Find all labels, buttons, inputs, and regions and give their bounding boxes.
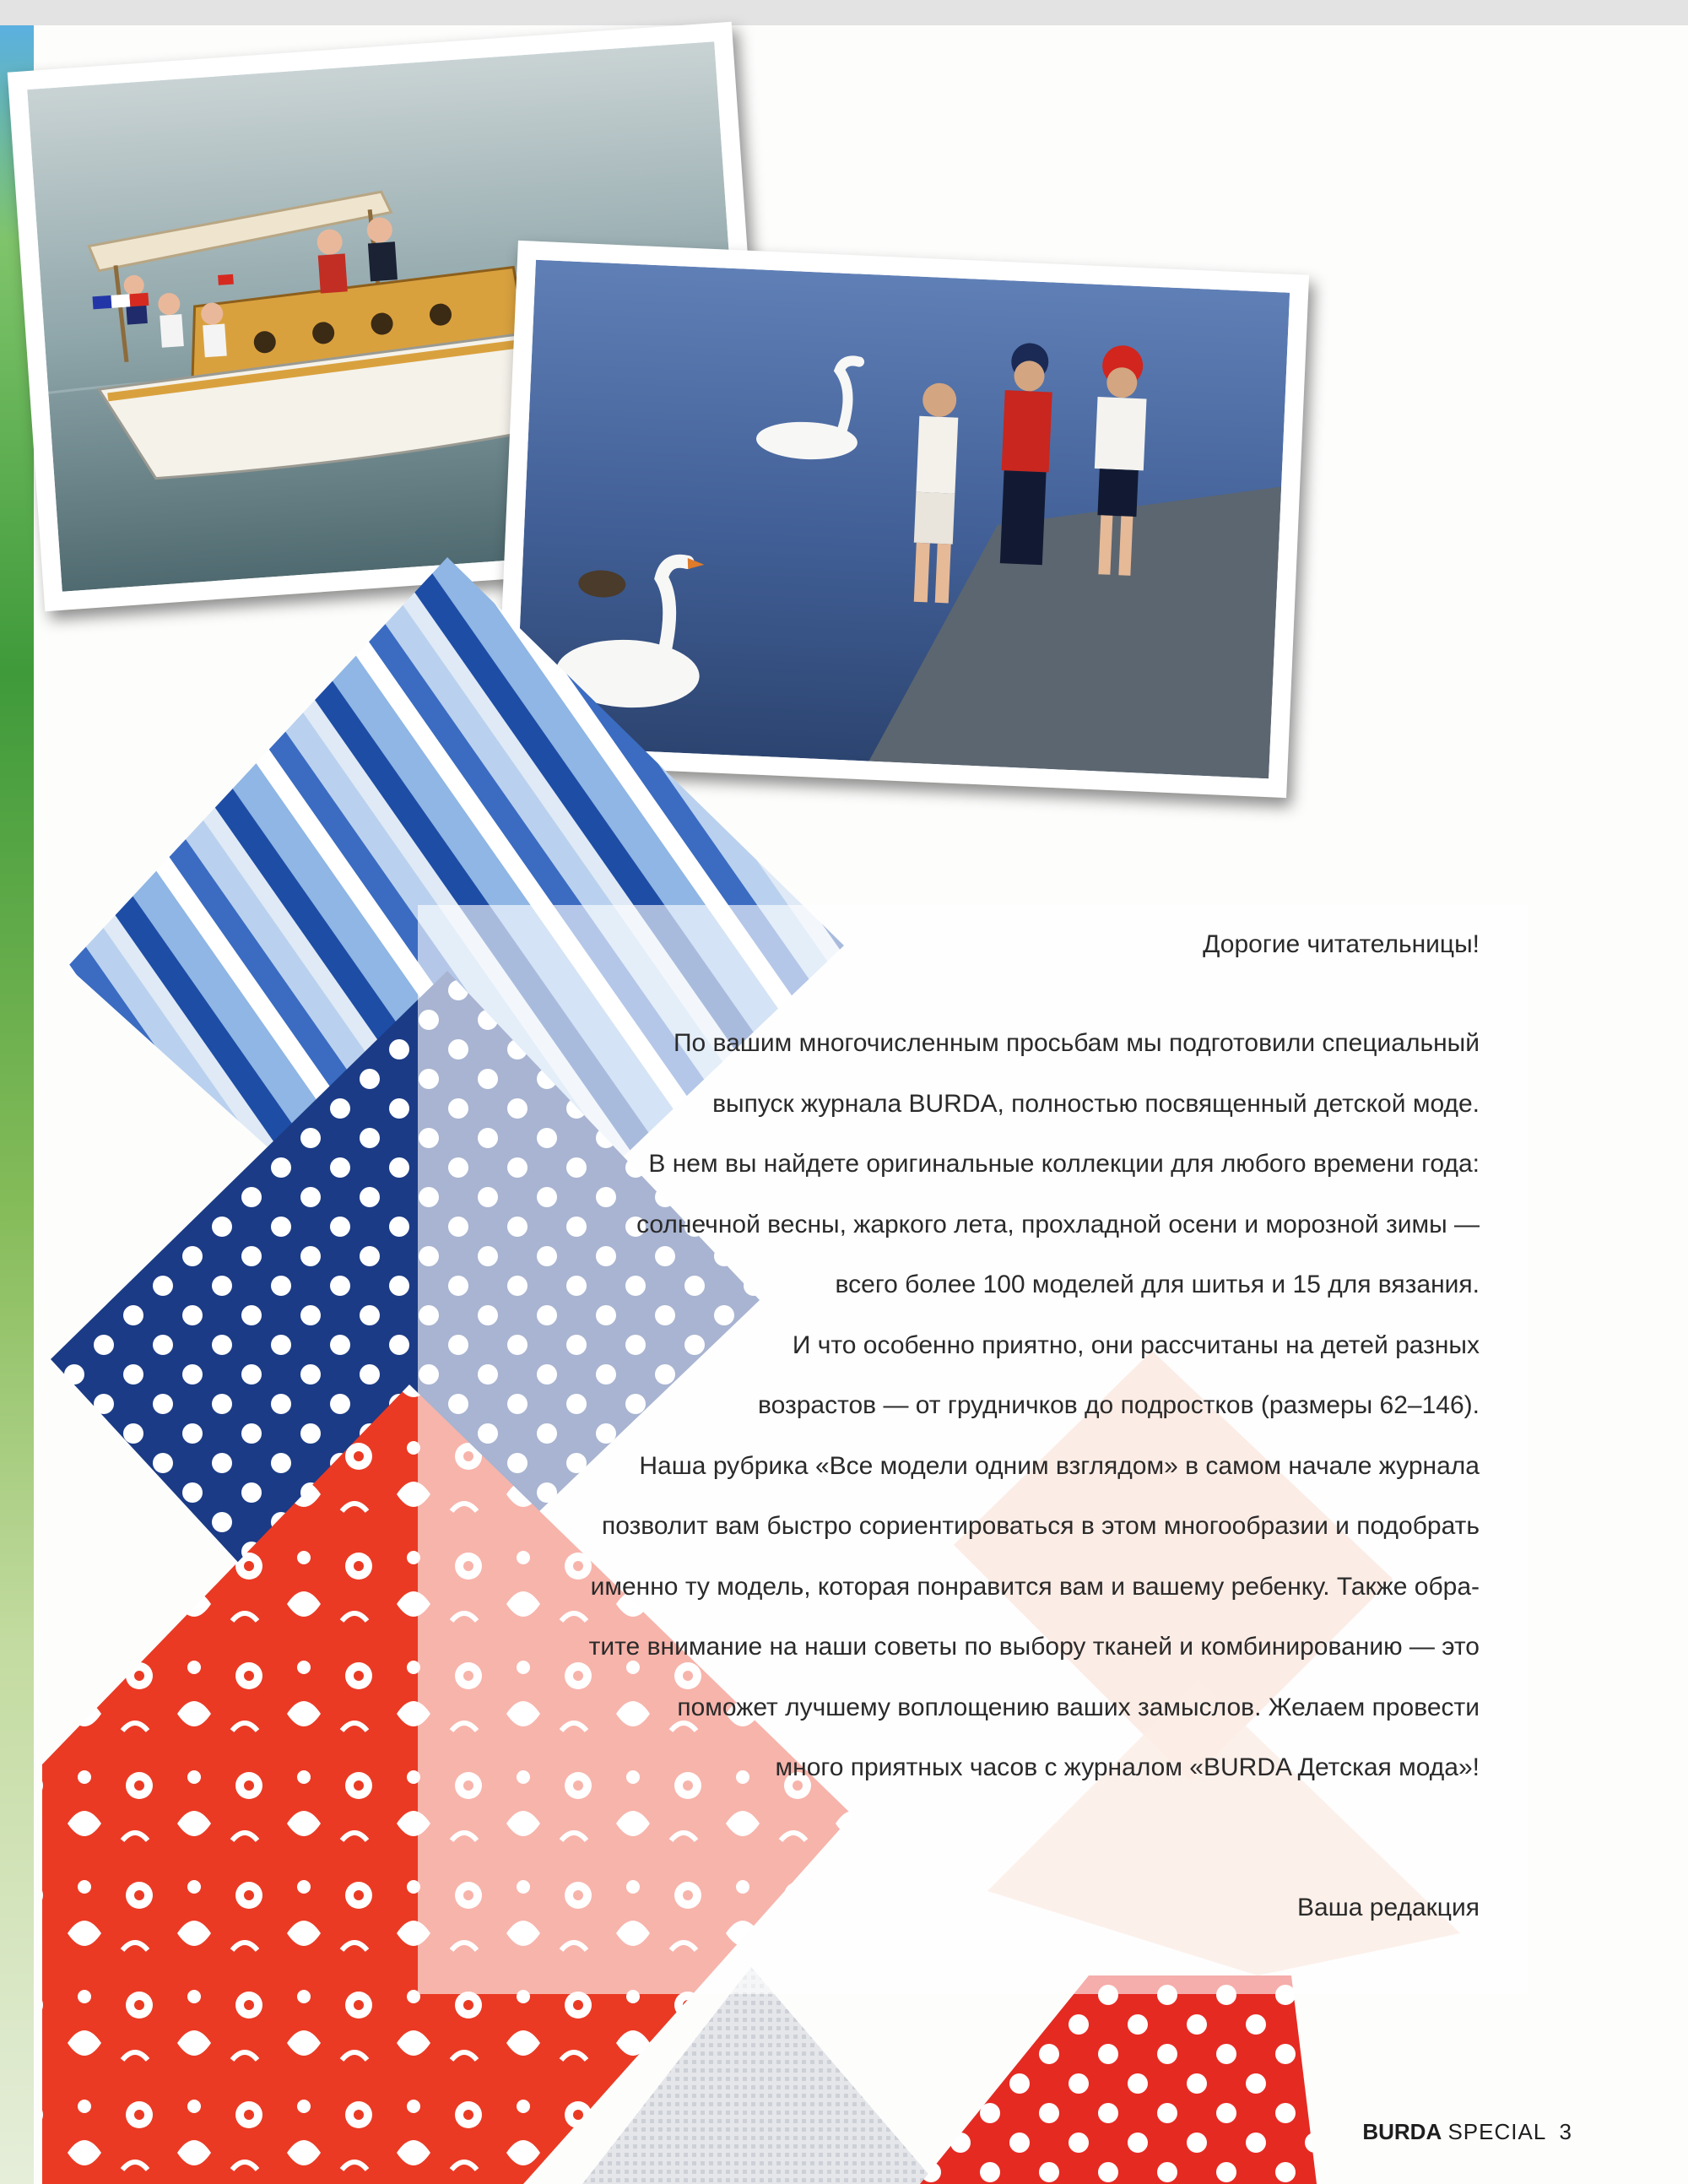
letter-line: По вашим многочисленным просьбам мы подготовили специальный xyxy=(673,1029,1480,1057)
letter-line: выпуск журнала BURDA, полностью посвященный детской моде. xyxy=(712,1089,1480,1118)
letter-line: много приятных часов с журналом «BURDA Детская мода»! xyxy=(775,1753,1480,1781)
letter-line: именно ту модель, которая понравится вам и вашему ребенку. Также обра- xyxy=(590,1572,1480,1601)
letter-line: В нем вы найдете оригинальные коллекции для любого времени года: xyxy=(648,1150,1480,1178)
letter-line: возрастов — от грудничков до подростков (размеры 62–146). xyxy=(758,1391,1480,1419)
letter-line: всего более 100 моделей для шитья и 15 для вязания. xyxy=(835,1271,1480,1298)
letter-greeting: Дорогие читательницы! xyxy=(1203,930,1480,958)
footer-section: SPECIAL xyxy=(1447,2119,1547,2144)
letter-body xyxy=(589,1013,1480,1798)
footer-brand: BURDA xyxy=(1362,2119,1442,2144)
letter-line: тите внимание на наши советы по выбору тканей и комбинированию — это xyxy=(588,1633,1480,1661)
page-footer xyxy=(1362,2119,1572,2145)
letter-line: солнечной весны, жаркого лета, прохладной осени и морозной зимы — xyxy=(636,1210,1480,1238)
page-number: 3 xyxy=(1559,2119,1572,2144)
letter-line: Наша рубрика «Все модели одним взглядом» в самом начале журнала xyxy=(639,1451,1480,1480)
letter-line: позволит вам быстро сориентироваться в этом многообразии и подобрать xyxy=(601,1512,1480,1540)
letter-signature: Ваша редакция xyxy=(1297,1894,1480,1921)
letter-line: поможет лучшему воплощению ваших замыслов. Желаем провести xyxy=(677,1693,1480,1721)
letter-line: И что особенно приятно, они рассчитаны на детей разных xyxy=(792,1330,1480,1359)
